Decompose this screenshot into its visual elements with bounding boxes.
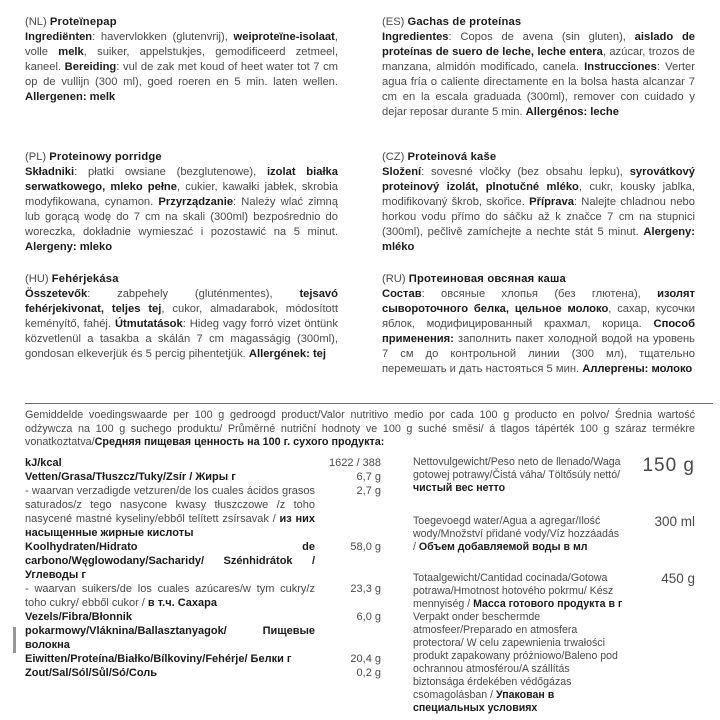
nutrient-label: Zout/Sal/Sól/Sůl/Só/Соль [25, 666, 158, 679]
nutrient-value: 1622 / 388 [329, 456, 381, 469]
nutrient-value: 0,2 g [356, 666, 381, 679]
nutrient-label: Koolhydraten/Hidrato de carbono/Węglowodany/Sacharidy/ Szénhidrátok / Углеводы г [25, 540, 315, 581]
lang-section-text: Состав: овсяные хлопья (без глютена), изолят сывороточного белка, цельное молоко, сахар, кусочки яблок, модифицированный крахмал, корица. Способ применения: заполнить пакет холодной водой на уровень 7 см до контрольной линии (300 мл), тщательно перемешать и дать настояться 5 мин. Аллергены: молоко [382, 288, 695, 375]
weight-label: Nettovulgewicht/Peso neto de llenado/Waga gotowej potrawy/Čistá váha/ Töltősúly nettó/ чистый вес нетто [413, 455, 621, 494]
ingredients-grid [25, 15, 695, 377]
lang-section-hu [25, 272, 338, 377]
lang-section-text: Ingrediënten: havervlokken (glutenvrij), weiproteïne-isolaat, volle melk, suiker, appelstukjes, gemodificeerd zetmeel, kaneel. Bereiding: vul de zak met koud of heet water tot 7 cm op de vullijn (300 ml), goed roeren en 5 min. laten wellen. Allergenen: melk [25, 31, 338, 103]
nutrient-label: - waarvan verzadigde vetzuren/de los cuales ácidos grasos saturados/z tego nasycone kwasy tłuszczowe /z toho nasycené mastné kyseliny/ebből telített zsírsavak / из них насыщенные жирные кислоты [25, 484, 316, 539]
nutrient-label: kJ/kcal [25, 456, 62, 469]
lang-section-text: Složení: sovesné vločky (bez obsahu lepku), syrovátkový proteinový izolát, plnotučné mléko, cukr, kousky jablka, modifikovaný škrob, skořice. Příprava: Nalejte chladnou nebo horkou vodu přímo do sáčku až k značce 7 cm na stupnici (300ml), pečlivě zamíchejte a nechte stát 5 minut. Alergeny: mléko [382, 166, 695, 253]
lang-section-heading [382, 15, 695, 30]
lang-section-heading [382, 272, 695, 287]
product-title: Протеиновая овсяная каша [408, 273, 566, 285]
nutrition-row [25, 652, 381, 666]
nutrition-row [25, 456, 381, 470]
lang-section-heading [382, 150, 695, 165]
product-title: Proteinowy porridge [49, 151, 162, 163]
product-title: Proteinová kaše [407, 151, 497, 163]
nutrient-value: 23,3 g [350, 582, 381, 595]
lang-code: (HU) [25, 273, 49, 285]
lang-section-nl [25, 15, 338, 150]
nutrient-label: Vezels/Fibra/Błonnik pokarmowy/Vláknina/Ballasztanyagok/ Пищевые волокна [25, 610, 315, 651]
weight-label: Verpakt onder beschermde atmosfeer/Preparado en atmosfera protectora/ W celu zapewnienia trwałości produkt zapakowany próżniowo/Baleno pod ochrannou atmosférou/A szállítás biztonsága érdekében védőgázas csomagolásban / Упакован в специальных условиях [413, 610, 618, 714]
lang-section-text: Ingredientes: Copos de avena (sin gluten), aislado de proteínas de suero de leche, leche entera, azúcar, trozos de manzana, almidón modificado, canela. Instrucciones: Verter agua fría o caliente directamente en la bolsa hasta alcanzar 7 cm en la escala graduada (300ml), remover con cuidado y dejar reposar durante 5 min. Allergénos: leche [382, 31, 695, 118]
weight-row [413, 515, 695, 554]
weight-label: Totaalgewicht/Cantidad cocinada/Gotowa potrawa/Hmotnost hotového pokrmu/ Kész mennyiség / Масса готового продукта в г [413, 571, 623, 610]
print-registration-mark [13, 627, 16, 653]
weight-row [413, 572, 695, 611]
lang-section-heading [25, 15, 338, 30]
nutrient-value: 58,0 g [350, 540, 381, 553]
table-top-rule [25, 403, 713, 404]
weight-row [413, 456, 695, 495]
lang-code: (PL) [25, 151, 47, 163]
lang-section-pl [25, 150, 338, 272]
weights-column [381, 456, 695, 715]
nutrition-row [25, 666, 381, 680]
nutrition-row [25, 540, 381, 582]
nutrition-table-header: Gemiddelde voedingswaarde per 100 g gedroogd product/Valor nutritivo medio por cada 100 g producto en polvo/ Średnia wartość odżywcza na 100 g suchego produktu/ Průměrné nutriční hodnoty ve 100 g suché směsi/ á tlagos tápérték 100 g száraz termékre vonatkoztatva/Средняя пищевая ценность на 100 г. сухого продукта: [25, 409, 695, 448]
lang-section-heading [25, 150, 338, 165]
weight-value: 150 g [642, 454, 695, 476]
lang-section-text: Składniki: płatki owsiane (bezglutenowe), izolat białka serwatkowego, mleko pełne, cukier, kawałki jabłek, skrobia modyfikowana, cynamon. Przyrządzanie: Należy wlać zimną lub gorącą wodę do 7 cm na skali (300ml) bezpośrednio do woreczka, dokładnie wymieszać i pozostawić na 5 minut. Alergeny: mleko [25, 166, 339, 253]
lang-code: (NL) [25, 16, 47, 28]
nutrition-row [25, 470, 381, 484]
nutrition-row [25, 484, 381, 540]
product-title: Fehérjekása [51, 273, 119, 285]
nutrition-row [25, 582, 381, 610]
lang-code: (RU) [382, 273, 406, 285]
nutrient-value: 2,7 g [356, 484, 381, 497]
lang-section-cz [382, 150, 695, 272]
nutrient-value: 20,4 g [350, 652, 381, 665]
lang-code: (CZ) [382, 151, 405, 163]
product-title: Proteïnepap [49, 16, 117, 28]
weight-value: 300 ml [654, 513, 695, 529]
weight-value: 450 g [661, 570, 695, 586]
nutrient-label: - waarvan suikers/de los cuales azúcares/w tym cukry/z toho cukry/ ebből cukor / в т.ч. Сахара [25, 582, 315, 609]
lang-section-heading [25, 272, 338, 287]
weight-label: Toegevoegd water/Agua a agregar/Ilość wody/Množství přidané vody/Víz hozzáadás / Объем добавляемой воды в мл [413, 514, 620, 553]
nutrition-row [25, 610, 381, 652]
nutrient-value: 6,7 g [356, 470, 381, 483]
nutrient-value: 6,0 g [356, 610, 381, 623]
nutrition-values-column [25, 456, 381, 715]
lang-section-text: Összetevők: zabpehely (gluténmentes), tejsavó fehérjekivonat, teljes tej, cukor, almadarabok, módosított keményítő, fahéj. Útmutatások: Hideg vagy forró vizet öntünk közvetlenül a tasakba a skálán 7 cm magasságig (300ml), gondosan elkeverjük és 5 percig pihentetjük. Allergének: tej [25, 288, 338, 360]
nutrient-label: Vetten/Grasa/Tłuszcz/Tuky/Zsír / Жиры г [25, 470, 236, 483]
nutrition-table [25, 456, 695, 715]
lang-section-ru [382, 272, 695, 377]
weight-row [413, 611, 695, 715]
product-title: Gachas de proteínas [407, 16, 522, 28]
nutrient-label: Eiwitten/Proteína/Białko/Bílkoviny/Fehérje/ Белки г [25, 652, 292, 665]
lang-section-es [382, 15, 695, 150]
lang-code: (ES) [382, 16, 405, 28]
